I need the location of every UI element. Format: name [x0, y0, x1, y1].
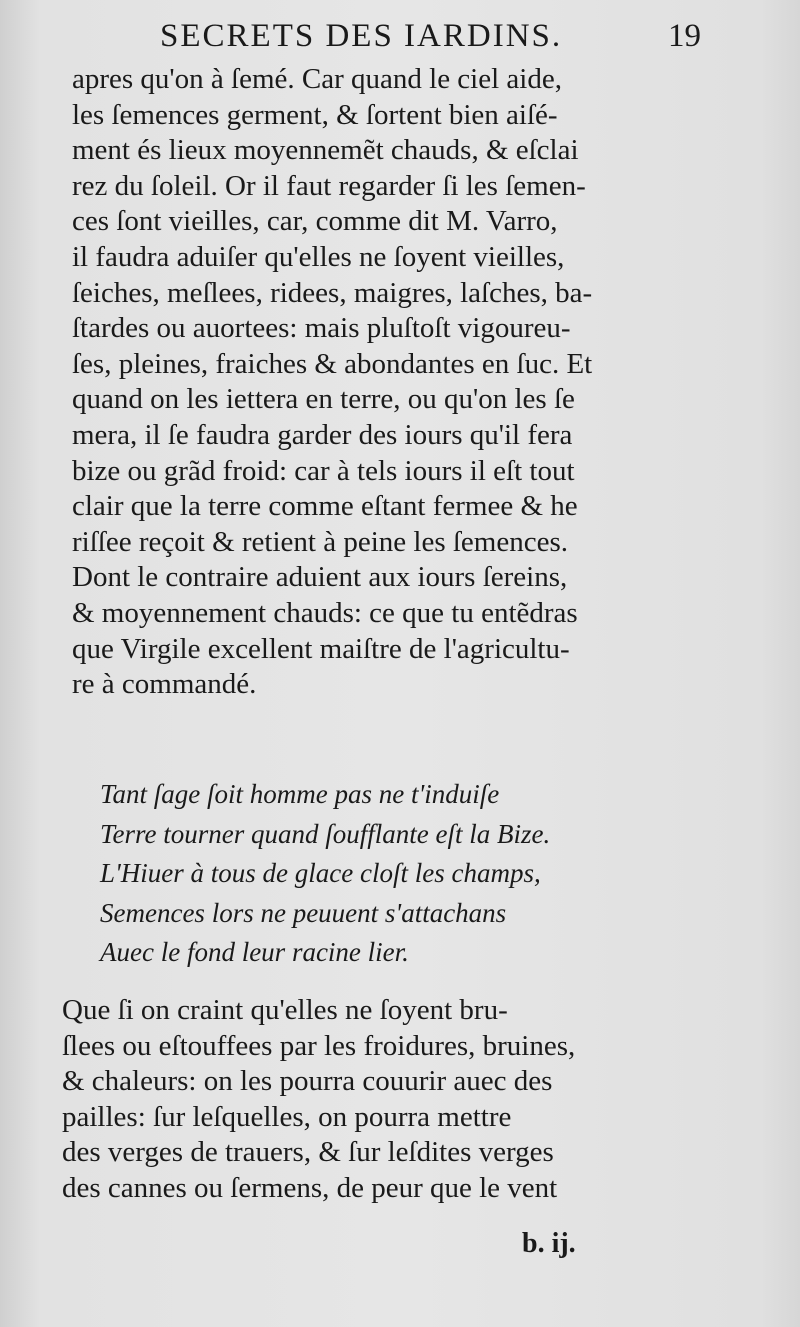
verse-line: Semences lors ne peuuent s'attachans	[100, 897, 507, 928]
page-header	[0, 18, 800, 58]
text-line: ſes, pleines, fraiches & abondantes en ſuc. Et	[72, 347, 593, 380]
text-line: ſeiches, meſlees, ridees, maigres, laſches, ba-	[72, 276, 593, 309]
text-line: ſlees ou eſtouffees par les froidures, bruines,	[62, 1029, 576, 1062]
verse-line: Terre tourner quand ſoufflante eſt la Bize.	[100, 818, 551, 849]
text-line: des verges de trauers, & ſur leſdites verges	[62, 1136, 554, 1169]
text-line: rez du ſoleil. Or il faut regarder ſi les ſemen-	[72, 169, 586, 202]
text-line: il faudra aduiſer qu'elles ne ſoyent vieilles,	[72, 240, 565, 273]
text-line: ment és lieux moyennemẽt chauds, & eſclai	[72, 134, 579, 167]
running-head: SECRETS DES IARDINS.	[160, 18, 563, 54]
text-line: & chaleurs: on les pourra couurir auec des	[62, 1065, 553, 1098]
text-line: les ſemences germent, & ſortent bien aiſé-	[72, 98, 558, 131]
text-line: re à commandé.	[72, 668, 257, 701]
text-line: mera, il ſe faudra garder des iours qu'il fera	[72, 418, 573, 451]
text-line: quand on les iettera en terre, ou qu'on les ſe	[72, 383, 575, 416]
main-text-block	[72, 62, 712, 703]
text-line: que Virgile excellent maiſtre de l'agricultu-	[72, 632, 570, 665]
verse-line: L'Hiuer à tous de glace cloſt les champs,	[100, 858, 541, 888]
text-line: clair que la terre comme eſtant fermee & he	[72, 490, 578, 523]
text-line: des cannes ou ſermens, de peur que le vent	[62, 1171, 558, 1204]
text-line: riſſee reçoit & retient à peine les ſemences.	[72, 525, 568, 558]
text-line: bize ou grãd froid: car à tels iours il eſt tout	[72, 454, 575, 487]
text-line: ces ſont vieilles, car, comme dit M. Varro,	[72, 205, 558, 238]
signature-mark: b. ij.	[522, 1228, 576, 1259]
text-line: & moyennement chauds: ce que tu entẽdras	[72, 596, 578, 629]
text-line: Que ſi on craint qu'elles ne ſoyent bru-	[62, 994, 508, 1026]
verse-quotation	[100, 775, 700, 973]
text-line: Dont le contraire aduient aux iours ſereins,	[72, 561, 568, 594]
text-line: apres qu'on à ſemé. Car quand le ciel aide,	[72, 63, 562, 95]
page-number: 19	[668, 18, 701, 54]
verse-line: Auec le fond leur racine lier.	[100, 937, 409, 967]
text-line: pailles: ſur leſquelles, on pourra mettre	[62, 1100, 512, 1133]
text-line: ſtardes ou auortees: mais pluſtoſt vigoureu-	[72, 312, 571, 345]
second-text-block	[62, 993, 712, 1207]
verse-line: Tant ſage ſoit homme pas ne t'induiſe	[100, 779, 500, 809]
